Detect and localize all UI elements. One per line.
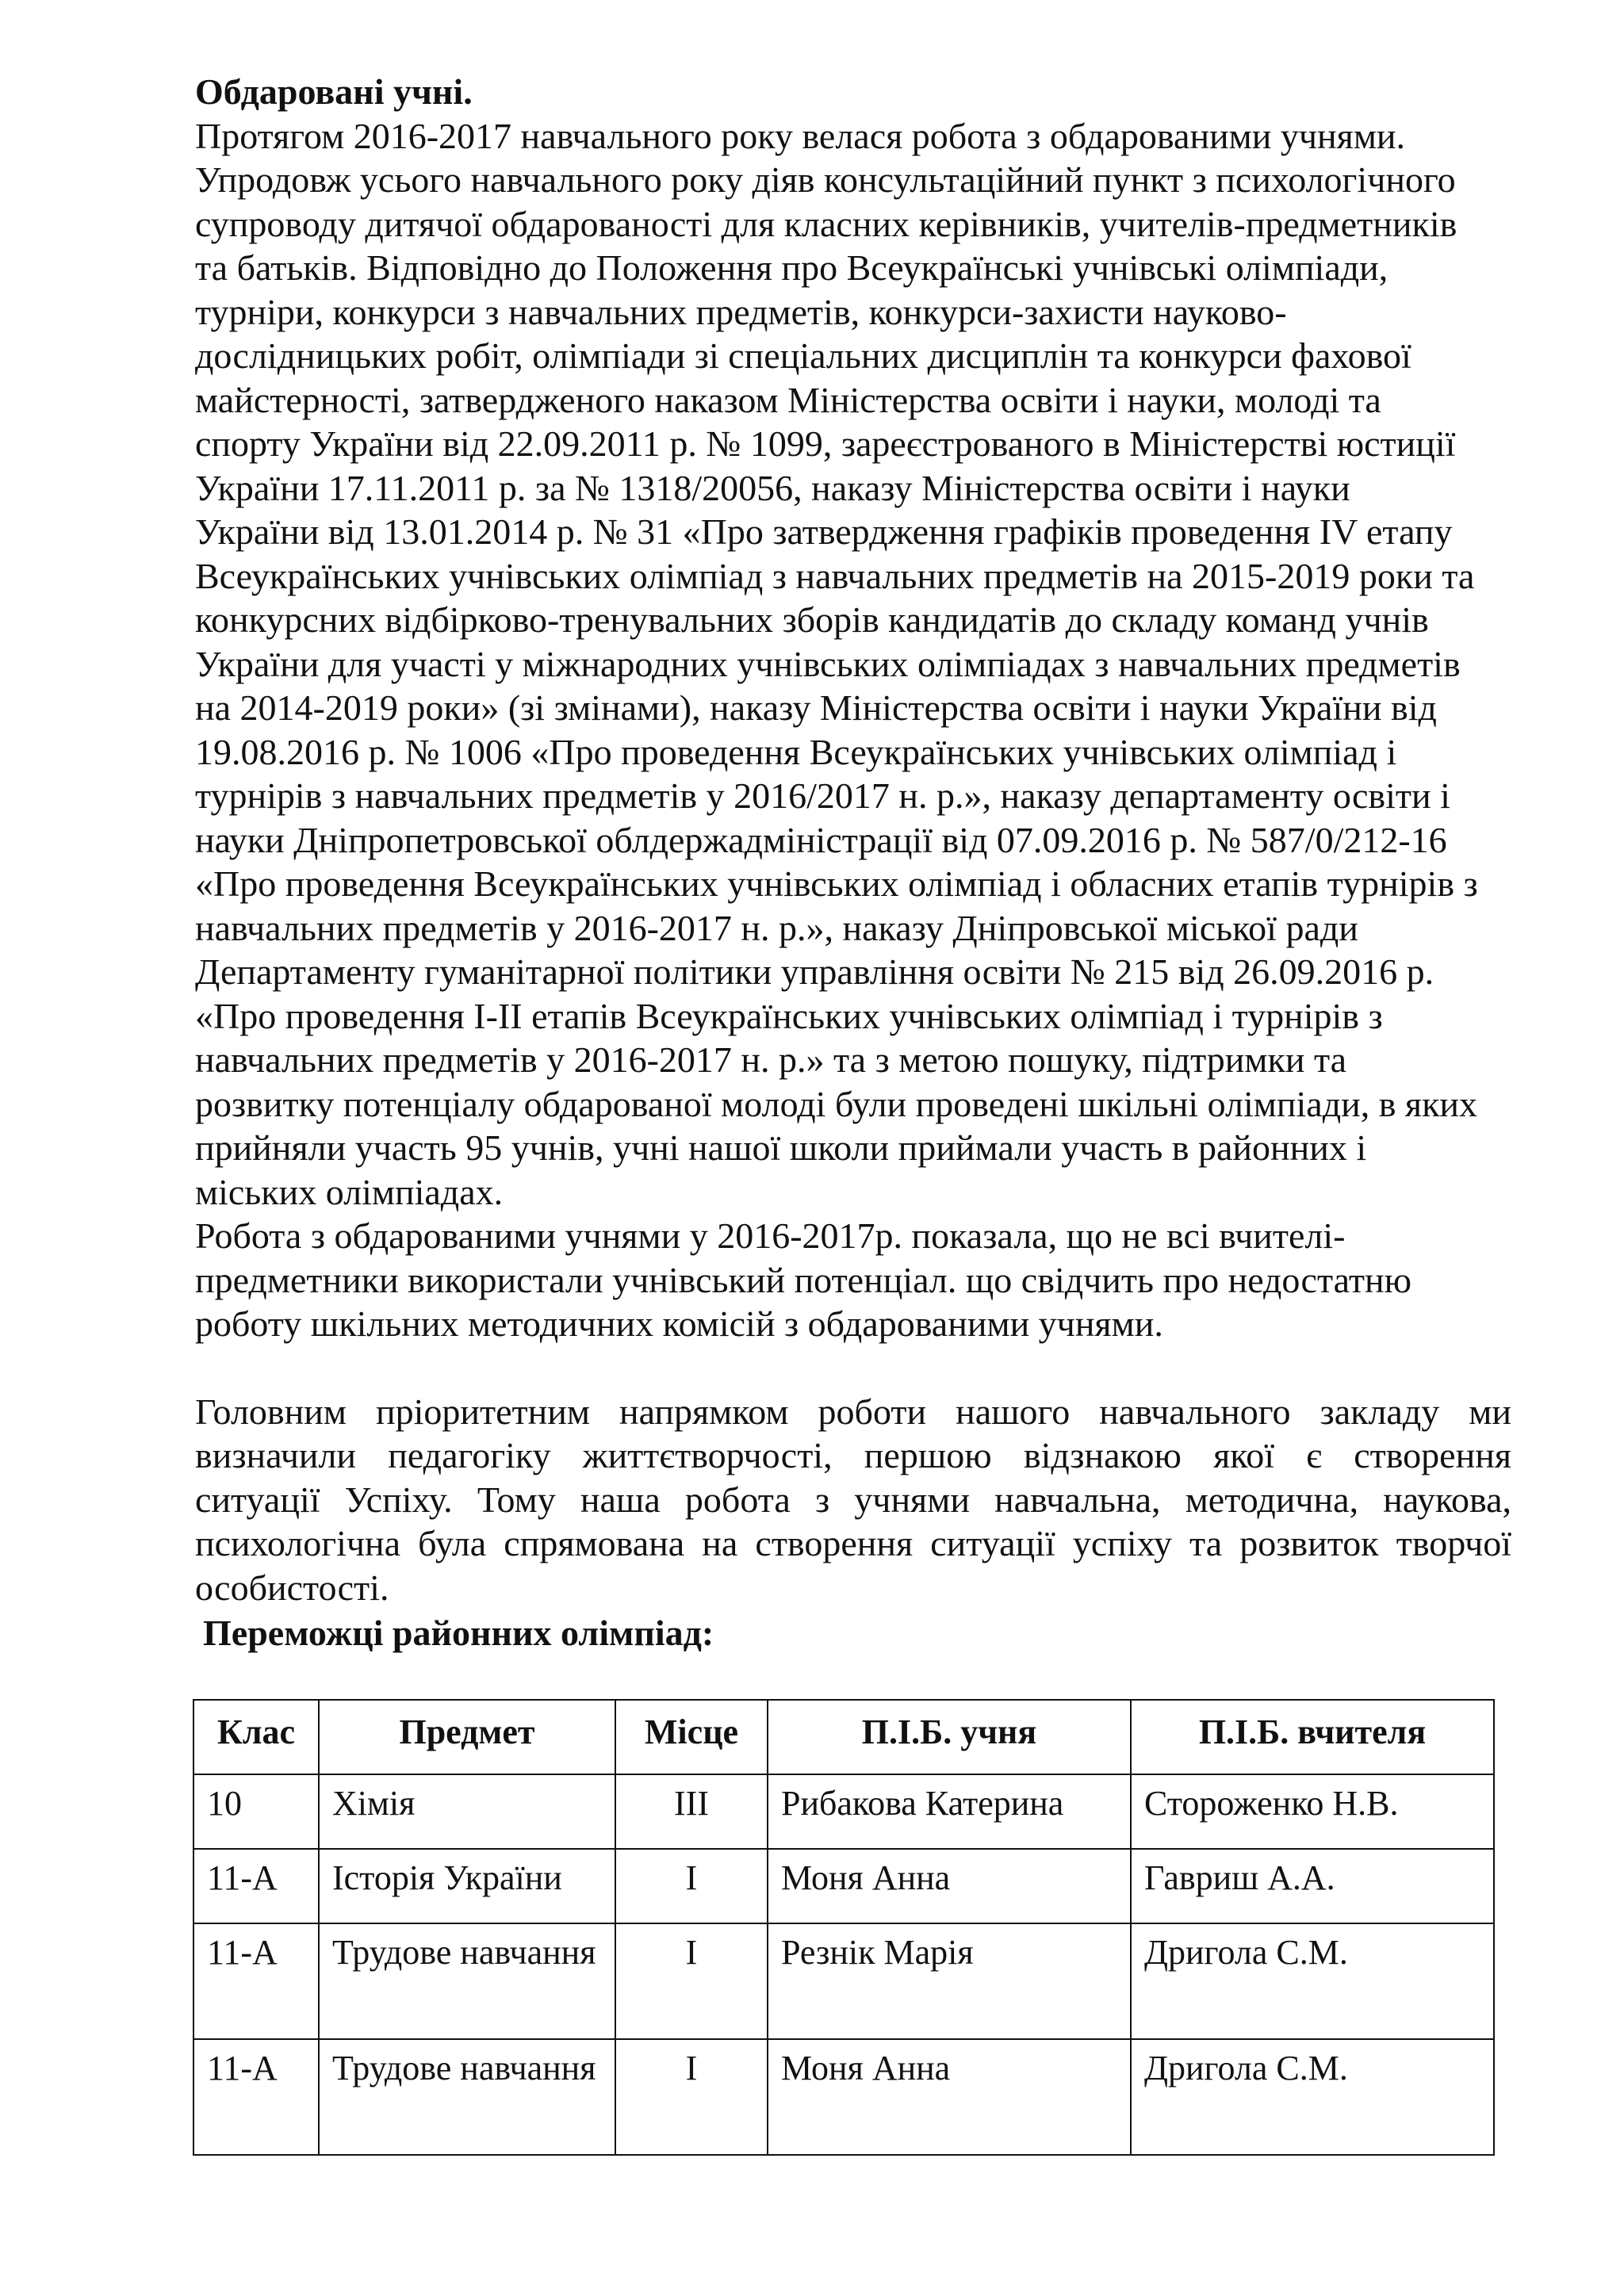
cell-student: Моня Анна [768, 2039, 1131, 2155]
cell-student: Моня Анна [768, 1849, 1131, 1923]
text-line: ситуації Успіху. Тому наша робота з учнями навчальна, методична, наукова, [195, 1479, 1511, 1520]
text-line: психологічна була спрямована на створення ситуації успіху та розвиток творчої [195, 1523, 1511, 1563]
text-line: майстерності, затвердженого наказом Міністерства освіти і науки, молоді та [195, 379, 1381, 420]
cell-student: Рибакова Катерина [768, 1774, 1131, 1849]
cell-class: 11-А [193, 2039, 319, 2155]
paragraph-gap [195, 1346, 1496, 1390]
table-header-row [193, 1700, 1494, 1774]
text-line: 19.08.2016 р. № 1006 «Про проведення Всеукраїнських учнівських олімпіад і [195, 731, 1397, 772]
table-row [193, 1849, 1494, 1923]
table-row [193, 2039, 1494, 2155]
text-line: спорту України від 22.09.2011 р. № 1099, зареєстрованого в Міністерстві юстиції [195, 423, 1456, 464]
cell-place: І [615, 1849, 768, 1923]
section-heading: Обдаровані учні. [195, 71, 473, 112]
cell-place: І [615, 1923, 768, 2039]
cell-teacher: Гавриш А.А. [1131, 1849, 1494, 1923]
cell-subject: Трудове навчання [319, 1923, 615, 2039]
text-line: супроводу дитячої обдарованості для класних керівників, учителів-предметників [195, 203, 1457, 244]
cell-place: ІІІ [615, 1774, 768, 1849]
cell-teacher: Дригола С.М. [1131, 2039, 1494, 2155]
paragraph-priority [195, 1390, 1511, 1610]
text-line: турніри, конкурси з навчальних предметів, конкурси-захисти науково- [195, 291, 1287, 332]
text-line: Департаменту гуманітарної політики управління освіти № 215 від 26.09.2016 р. [195, 951, 1434, 992]
text-line: прийняли участь 95 учнів, учні нашої школи приймали участь в районних і [195, 1127, 1367, 1168]
cell-class: 10 [193, 1774, 319, 1849]
text-line: особистості. [195, 1567, 389, 1608]
cell-subject: Трудове навчання [319, 2039, 615, 2155]
text-line: України від 13.01.2014 р. № 31 «Про затвердження графіків проведення IV етапу [195, 511, 1453, 552]
text-line: на 2014-2019 роки» (зі змінами), наказу Міністерства освіти і науки України від [195, 687, 1437, 728]
text-line: України для участі у міжнародних учнівських олімпіадах з навчальних предметів [195, 643, 1461, 684]
table-title: Переможці районних олімпіад: [203, 1613, 714, 1653]
text-line: «Про проведення Всеукраїнських учнівських олімпіад і обласних етапів турнірів з [195, 863, 1478, 904]
header-place: Місце [615, 1700, 768, 1774]
cell-subject: Хімія [319, 1774, 615, 1849]
cell-class: 11-А [193, 1923, 319, 2039]
cell-teacher: Стороженко Н.В. [1131, 1774, 1494, 1849]
document-page [195, 70, 1511, 1655]
text-line: навчальних предметів у 2016-2017 н. р.» та з метою пошуку, підтримки та [195, 1039, 1347, 1080]
text-line: визначили педагогіку життєтворчості, першою відзнакою якої є створення [195, 1435, 1511, 1475]
header-subject: Предмет [319, 1700, 615, 1774]
text-line: України 17.11.2011 р. за № 1318/20056, наказу Міністерства освіти і науки [195, 467, 1350, 508]
text-line: дослідницьких робіт, олімпіади зі спеціальних дисциплін та конкурси фахової [195, 335, 1411, 376]
text-line: «Про проведення І-ІІ етапів Всеукраїнських учнівських олімпіад і турнірів з [195, 995, 1383, 1036]
cell-student: Резнік Марія [768, 1923, 1131, 2039]
text-line: навчальних предметів у 2016-2017 н. р.», наказу Дніпровської міської ради [195, 907, 1358, 948]
text-line: та батьків. Відповідно до Положення про Всеукраїнські учнівські олімпіади, [195, 247, 1388, 288]
text-line: Упродовж усього навчального року діяв консультаційний пункт з психологічного [195, 159, 1456, 200]
text-line: предметники використали учнівський потенціал. що свідчить про недостатню [195, 1259, 1411, 1300]
text-line: науки Дніпропетровської облдержадміністрації від 07.09.2016 р. № 587/0/212-16 [195, 819, 1447, 860]
text-line: розвитку потенціалу обдарованої молоді були проведені шкільні олімпіади, в яких [195, 1083, 1478, 1124]
text-line: Всеукраїнських учнівських олімпіад з навчальних предметів на 2015-2019 роки та [195, 555, 1475, 596]
text-line: турнірів з навчальних предметів у 2016/2017 н. р.», наказу департаменту освіти і [195, 775, 1450, 816]
paragraph-conclusion [195, 1214, 1496, 1346]
header-student: П.І.Б. учня [768, 1700, 1131, 1774]
cell-teacher: Дригола С.М. [1131, 1923, 1494, 2039]
paragraph-olympiad-work [195, 114, 1496, 1215]
winners-table [193, 1699, 1495, 2156]
cell-class: 11-А [193, 1849, 319, 1923]
table-row [193, 1923, 1494, 2039]
text-line: роботу шкільних методичних комісій з обдарованими учнями. [195, 1303, 1163, 1344]
cell-subject: Історія України [319, 1849, 615, 1923]
cell-place: І [615, 2039, 768, 2155]
text-line: Протягом 2016-2017 навчального року велася робота з обдарованими учнями. [195, 115, 1406, 156]
text-line: Головним пріоритетним напрямком роботи нашого навчального закладу ми [195, 1391, 1511, 1432]
header-class: Клас [193, 1700, 319, 1774]
text-line: конкурсних відбірково-тренувальних зборів кандидатів до складу команд учнів [195, 599, 1429, 640]
table-row [193, 1774, 1494, 1849]
text-line: Робота з обдарованими учнями у 2016-2017р. показала, що не всі вчителі- [195, 1215, 1346, 1256]
header-teacher: П.І.Б. вчителя [1131, 1700, 1494, 1774]
text-line: міських олімпіадах. [195, 1171, 504, 1212]
